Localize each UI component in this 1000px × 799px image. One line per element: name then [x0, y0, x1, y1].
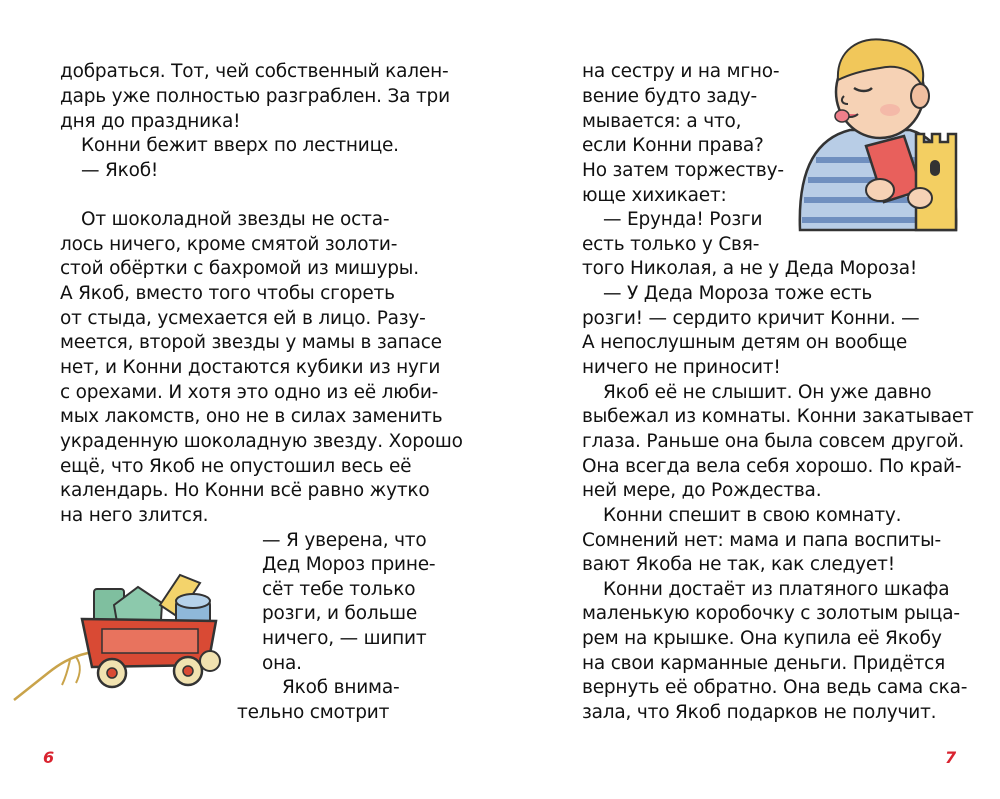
text-line: есть только у Свя-: [582, 234, 760, 255]
text-line: стой обёртки с бахромой из мишуры.: [60, 258, 419, 279]
text-line: — Ерунда! Розги: [603, 209, 763, 230]
text-line: она.: [262, 653, 302, 674]
text-line: А Якоб, вместо того чтобы сгореть: [60, 283, 395, 304]
text-line: ничего, — шипит: [262, 628, 427, 649]
page-number: 6: [43, 748, 55, 767]
text-line: дарь уже полностью разграблен. За три: [60, 86, 450, 107]
text-line: Конни спешит в свою комнату.: [603, 505, 902, 526]
text-line: если Конни права?: [582, 135, 764, 156]
text-line: Но затем торжеству-: [582, 160, 784, 181]
text-line: вение будто заду-: [582, 86, 757, 107]
text-line: От шоколадной звезды не оста-: [81, 209, 390, 230]
text-line: юще хихикает:: [582, 185, 727, 206]
text-line: на свои карманные деньги. Придётся: [582, 653, 946, 674]
boy-with-blocks-illustration: [780, 30, 970, 240]
text-line: календарь. Но Конни всё равно жутко: [60, 480, 430, 501]
text-line: — Я уверена, что: [262, 530, 427, 551]
text-line: меется, второй звезды у мамы в запасе: [60, 332, 442, 353]
text-line: ещё, что Якоб не опустошил весь её: [60, 456, 412, 477]
text-line: сёт тебе только: [262, 579, 416, 600]
text-line: украденную шоколадную звезду. Хорошо: [60, 431, 463, 452]
text-line: на него злится.: [60, 505, 209, 526]
text-line: вают Якоба не так, как следует!: [582, 554, 895, 575]
text-line: розги! — сердито кричит Конни. —: [582, 308, 920, 329]
text-line: нет, и Конни достаются кубики из нуги: [60, 357, 441, 378]
text-line: зала, что Якоб подарков не получит.: [582, 702, 937, 723]
right-page: [500, 0, 1000, 799]
text-line: глаза. Раньше она была совсем другой.: [582, 431, 964, 452]
text-line: Она всегда вела себя хорошо. По край-: [582, 456, 962, 477]
text-line: маленькую коробочку с золотым рыца-: [582, 603, 960, 624]
text-line: Конни достаёт из платяного шкафа: [603, 579, 950, 600]
text-line: добраться. Тот, чей собственный кален-: [60, 61, 449, 82]
text-line: того Николая, а не у Деда Мороза!: [582, 258, 918, 279]
text-line: лось ничего, кроме смятой золоти-: [60, 234, 398, 255]
text-line: мых лакомств, оно не в силах заменить: [60, 406, 443, 427]
text-line: мывается: а что,: [582, 111, 742, 132]
text-line: от стыда, усмехается ей в лицо. Разу-: [60, 308, 426, 329]
text-line: — У Деда Мороза тоже есть: [603, 283, 873, 304]
text-line: рем на крышке. Она купила её Якобу: [582, 628, 942, 649]
text-line: вернуть её обратно. Она ведь сама ска-: [582, 677, 968, 698]
text-line: ней мере, до Рождества.: [582, 480, 822, 501]
text-line: выбежал из комнаты. Конни закатывает: [582, 406, 974, 427]
text-line: Якоб внима-: [282, 677, 400, 698]
text-line: Конни бежит вверх по лестнице.: [81, 135, 399, 156]
text-line: Якоб её не слышит. Он уже давно: [603, 382, 932, 403]
toy-cart-illustration: [10, 565, 230, 710]
text-line: розги, и больше: [262, 603, 418, 624]
text-line: Сомнений нет: мама и папа воспиты-: [582, 530, 941, 551]
text-line: с орехами. И хотя это одно из её люби-: [60, 382, 439, 403]
text-line: ничего не приносит!: [582, 357, 781, 378]
text-line: на сестру и на мгно-: [582, 61, 780, 82]
text-line: — Якоб!: [81, 160, 159, 181]
page-number: 7: [945, 748, 957, 767]
text-line: Дед Мороз прине-: [262, 554, 436, 575]
text-line: тельно смотрит: [237, 702, 390, 723]
text-line: дня до праздника!: [60, 111, 241, 132]
text-line: А непослушным детям он вообще: [582, 332, 908, 353]
